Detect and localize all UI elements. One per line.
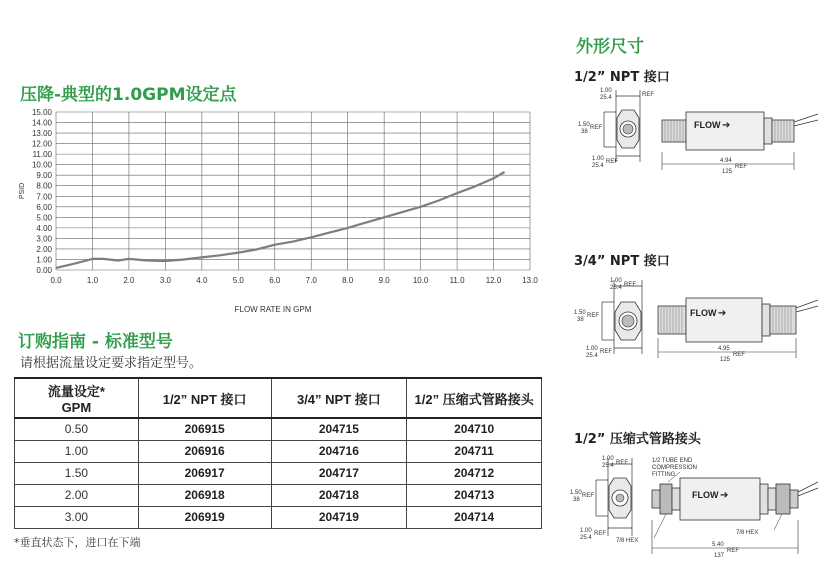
model-table xyxy=(14,377,542,529)
table-row xyxy=(15,462,542,484)
gpm-cell: 1.00 xyxy=(15,440,139,462)
x-tick-label: 4.0 xyxy=(196,276,208,285)
y-tick-label: 9.00 xyxy=(36,171,52,181)
y-tick-label: 1.00 xyxy=(36,255,52,265)
top-dim-mm: 25.4 xyxy=(602,463,614,469)
header-compression: 1/2” 压缩式管路接头 xyxy=(407,378,542,418)
x-tick-label: 3.0 xyxy=(159,276,171,285)
y-tick-label: 13.00 xyxy=(31,129,52,139)
model-cell: 206915 xyxy=(138,418,271,440)
flow-arrow-icon: ➔ xyxy=(722,120,731,131)
side-ref: REF xyxy=(582,493,594,499)
length-dim-mm: 125 xyxy=(720,357,731,363)
length-dim: 4.95 xyxy=(718,346,730,352)
table-row xyxy=(15,440,542,462)
side-ref: REF xyxy=(587,313,599,319)
y-tick-label: 4.00 xyxy=(36,223,52,233)
length-dim: 5.40 xyxy=(712,542,724,548)
x-tick-label: 11.0 xyxy=(449,276,465,285)
fitting-note-1: 1/2 TUBE END xyxy=(652,458,693,464)
drawing-1-title: 1/2” NPT 接口 xyxy=(574,70,670,85)
y-tick-label: 3.00 xyxy=(36,234,52,244)
model-cell: 206916 xyxy=(138,440,271,462)
drawing-3-compression-fitting xyxy=(570,450,820,560)
y-tick-label: 2.00 xyxy=(36,244,52,254)
y-tick-label: 12.00 xyxy=(31,139,52,149)
drawing-3-side-view xyxy=(652,472,818,554)
drawing-2-end-view xyxy=(615,302,641,340)
drawing-1-half-npt xyxy=(570,82,820,182)
model-cell: 206919 xyxy=(138,506,271,528)
x-axis-label: FLOW RATE IN GPM xyxy=(234,305,312,314)
gpm-cell: 0.50 xyxy=(15,418,139,440)
gpm-cell: 2.00 xyxy=(15,484,139,506)
model-cell: 204719 xyxy=(271,506,407,528)
side-ref: REF xyxy=(590,125,602,131)
x-tick-label: 2.0 xyxy=(123,276,135,285)
x-tick-label: 9.0 xyxy=(378,276,390,285)
header-flow-setting xyxy=(15,378,139,418)
drawing-3-title: 1/2” 压缩式管路接头 xyxy=(574,432,701,447)
y-tick-label: 10.00 xyxy=(31,160,52,170)
model-cell: 204712 xyxy=(407,462,542,484)
x-tick-label: 12.0 xyxy=(485,276,502,285)
table-footnote: *垂直状态下，进口在下端 xyxy=(14,536,141,549)
drawing-2-title: 3/4” NPT 接口 xyxy=(574,254,670,269)
bottom-dim-mm: 25.4 xyxy=(580,535,592,541)
y-tick-label: 7.00 xyxy=(36,192,52,202)
pressure-drop-chart xyxy=(0,100,550,325)
x-tick-label: 7.0 xyxy=(305,276,317,285)
y-tick-label: 14.00 xyxy=(31,118,52,128)
model-cell: 204716 xyxy=(271,440,407,462)
x-tick-label: 8.0 xyxy=(342,276,354,285)
drawing-2-side-view xyxy=(658,298,818,358)
bottom-dim-mm: 25.4 xyxy=(586,353,598,359)
table-row xyxy=(15,484,542,506)
model-cell: 204710 xyxy=(407,418,542,440)
x-tick-label: 0.0 xyxy=(50,276,62,285)
top-dim: 1.00 xyxy=(600,88,612,94)
y-axis-label: PSID xyxy=(19,182,26,200)
y-tick-label: 15.00 xyxy=(31,108,52,117)
side-dim-mm: 38 xyxy=(581,129,588,135)
top-ref: REF xyxy=(642,92,654,98)
gpm-cell: 3.00 xyxy=(15,506,139,528)
hex-left-label: 7/8 HEX xyxy=(616,538,639,544)
model-cell: 204713 xyxy=(407,484,542,506)
flow-label: FLOW xyxy=(692,490,719,500)
top-dim-mm: 25.4 xyxy=(600,95,612,101)
table-header-row xyxy=(15,378,542,418)
drawing-1-side-view xyxy=(662,112,818,170)
length-ref: REF xyxy=(727,548,739,554)
top-dim: 1.00 xyxy=(610,278,622,284)
top-dim: 1.00 xyxy=(602,456,614,462)
drawing-3-end-view xyxy=(609,478,631,518)
y-tick-label: 11.00 xyxy=(32,150,52,160)
flow-label: FLOW xyxy=(690,308,717,318)
header-flow-setting-line2: GPM xyxy=(61,400,92,415)
side-dim: 1.50 xyxy=(578,122,590,128)
hex-right-label: 7/8 HEX xyxy=(736,530,759,536)
flow-arrow-icon: ➔ xyxy=(720,490,729,501)
top-dim-mm: 25.4 xyxy=(610,285,622,291)
side-dim-mm: 38 xyxy=(573,497,580,503)
model-cell: 204711 xyxy=(407,440,542,462)
length-dim: 4.94 xyxy=(720,158,732,164)
header-flow-setting-line1: 流量设定* xyxy=(47,384,105,399)
drawing-2-three-quarter-npt xyxy=(570,272,820,372)
bottom-dim: 1.00 xyxy=(592,156,604,162)
length-dim-mm: 137 xyxy=(714,553,725,559)
side-dim-mm: 38 xyxy=(577,317,584,323)
bottom-dim-mm: 25.4 xyxy=(592,163,604,169)
x-tick-label: 10.0 xyxy=(412,276,429,285)
x-tick-label: 6.0 xyxy=(269,276,281,285)
fitting-note-3: FITTING xyxy=(652,472,676,478)
y-tick-label: 8.00 xyxy=(36,181,52,191)
model-cell: 204715 xyxy=(271,418,407,440)
length-ref: REF xyxy=(735,164,747,170)
bottom-ref: REF xyxy=(594,531,606,537)
order-guide-subtitle: 请根据流量设定要求指定型号。 xyxy=(20,356,203,371)
side-dim: 1.50 xyxy=(570,490,582,496)
x-tick-label: 5.0 xyxy=(232,276,244,285)
model-cell: 204717 xyxy=(271,462,407,484)
length-dim-mm: 125 xyxy=(722,169,733,175)
x-tick-label: 1.0 xyxy=(86,276,99,285)
model-cell: 206918 xyxy=(138,484,271,506)
y-tick-label: 6.00 xyxy=(36,202,52,212)
table-row xyxy=(15,418,542,440)
series-line xyxy=(56,172,505,268)
x-tick-label: 13.0 xyxy=(522,276,538,285)
bottom-dim: 1.00 xyxy=(580,528,592,534)
y-tick-label: 0.00 xyxy=(36,266,52,275)
header-three-quarter-npt: 3/4” NPT 接口 xyxy=(271,378,407,418)
top-ref: REF xyxy=(616,460,628,466)
header-half-npt: 1/2” NPT 接口 xyxy=(138,378,271,418)
side-dim: 1.50 xyxy=(574,310,586,316)
y-tick-label: 5.00 xyxy=(36,213,52,223)
chart-title: 压降-典型的1.0GPM设定点 xyxy=(20,85,237,105)
model-cell: 204714 xyxy=(407,506,542,528)
drawing-1-end-view xyxy=(617,110,639,148)
gpm-cell: 1.50 xyxy=(15,462,139,484)
table-row xyxy=(15,506,542,528)
model-cell: 204718 xyxy=(271,484,407,506)
bottom-dim: 1.00 xyxy=(586,346,598,352)
flow-arrow-icon: ➔ xyxy=(718,308,727,319)
bottom-ref: REF xyxy=(606,159,618,165)
flow-label: FLOW xyxy=(694,120,721,130)
order-guide-title: 订购指南 - 标准型号 xyxy=(18,332,173,352)
top-ref: REF xyxy=(624,282,636,288)
fitting-note-2: COMPRESSION xyxy=(652,465,698,471)
model-cell: 206917 xyxy=(138,462,271,484)
bottom-ref: REF xyxy=(600,349,612,355)
length-ref: REF xyxy=(733,352,745,358)
dimensions-title: 外形尺寸 xyxy=(576,37,644,57)
